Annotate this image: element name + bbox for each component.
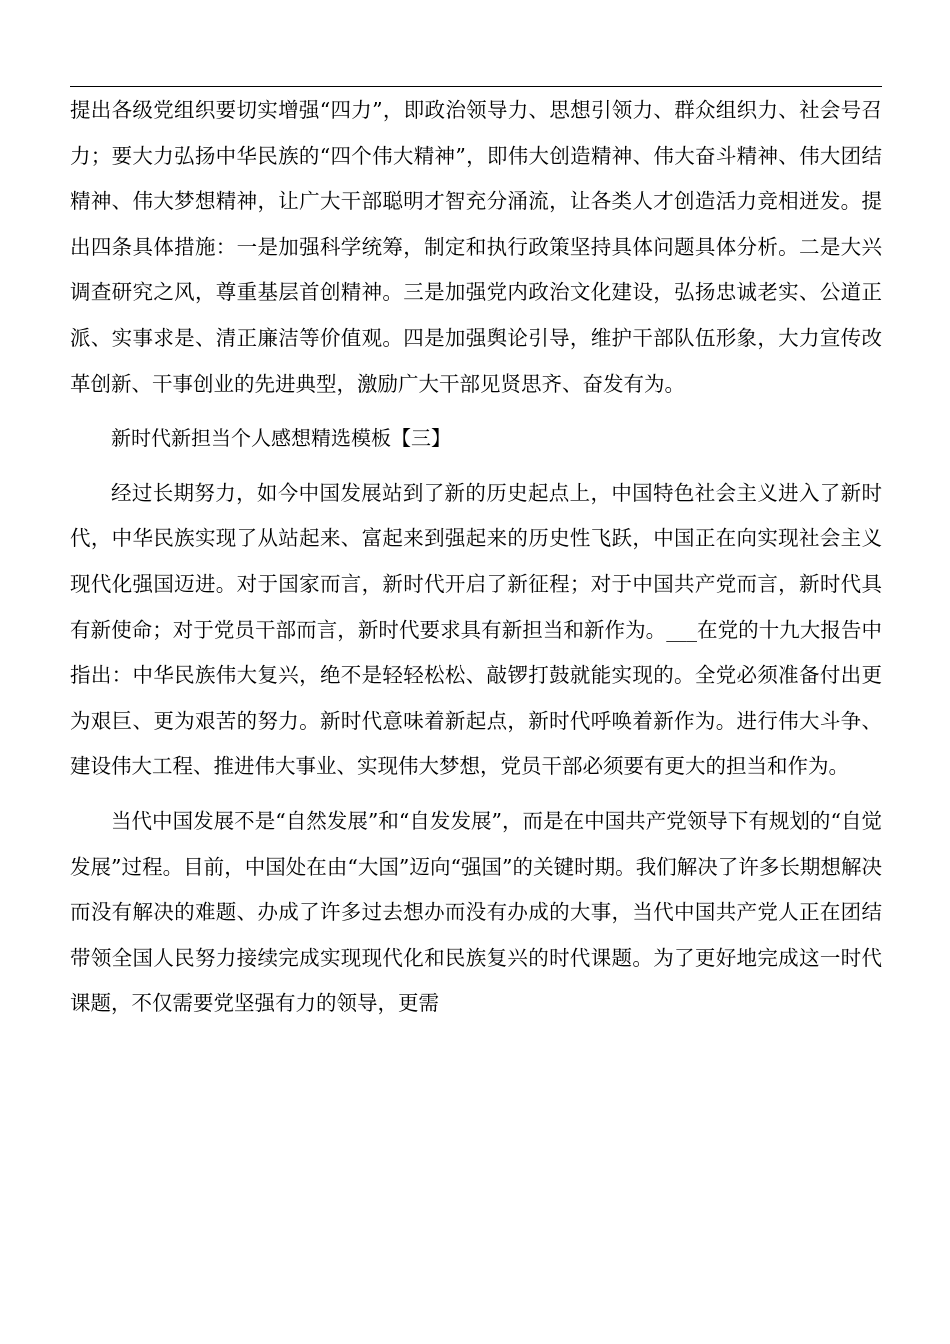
paragraph-continued: 提出各级党组织要切实增强“四力”，即政治领导力、思想引领力、群众组织力、社会号召力；要大力弘扬中华民族的“四个伟大精神”，即伟大创造精神、伟大奋斗精神、伟大团结精神、伟大梦想精神，让广大干部聪明才智充分涌流，让各类人才创造活力竞相迸发。提出四条具体措施：一是加强科学统筹，制定和执行政策坚持具体问题具体分析。二是大兴调查研究之风，尊重基层首创精神。三是加强党内政治文化建设，弘扬忠诚老实、公道正派、实事求是、清正廉洁等价值观。四是加强舆论引导，维护干部队伍形象，大力宣传改革创新、干事创业的先进典型，激励广大干部见贤思齐、奋发有为。 <box>70 98 882 396</box>
document-body <box>70 88 882 1027</box>
section-heading: 新时代新担当个人感想精选模板【三】 <box>111 426 451 451</box>
paragraph-development: 当代中国发展不是“自然发展”和“自发发展”，而是在中国共产党领导下有规划的“自觉发展”过程。目前，中国处在由“大国”迈向“强国”的关键时期。我们解决了许多长期想解决而没有解决的难题、办成了许多过去想办而没有办成的大事，当代中国共产党人正在团结带领全国人民努力接续完成实现现代化和民族复兴的时代课题。为了更好地完成这一时代课题，不仅需要党坚强有力的领导，更需 <box>70 808 882 1016</box>
header-rule <box>70 86 882 87</box>
paragraph-new-era: 经过长期努力，如今中国发展站到了新的历史起点上，中国特色社会主义进入了新时代，中华民族实现了从站起来、富起来到强起来的历史性飞跃，中国正在向实现社会主义现代化强国迈进。对于国家而言，新时代开启了新征程；对于中国共产党而言，新时代具有新使命；对于党员干部而言，新时代要求具有新担当和新作为。___在党的十九大报告中指出：中华民族伟大复兴，绝不是轻轻松松、敲锣打鼓就能实现的。全党必须准备付出更为艰巨、更为艰苦的努力。新时代意味着新起点，新时代呼唤着新作为。进行伟大斗争、建设伟大工程、推进伟大事业、实现伟大梦想，党员干部必须要有更大的担当和作为。 <box>70 480 882 779</box>
